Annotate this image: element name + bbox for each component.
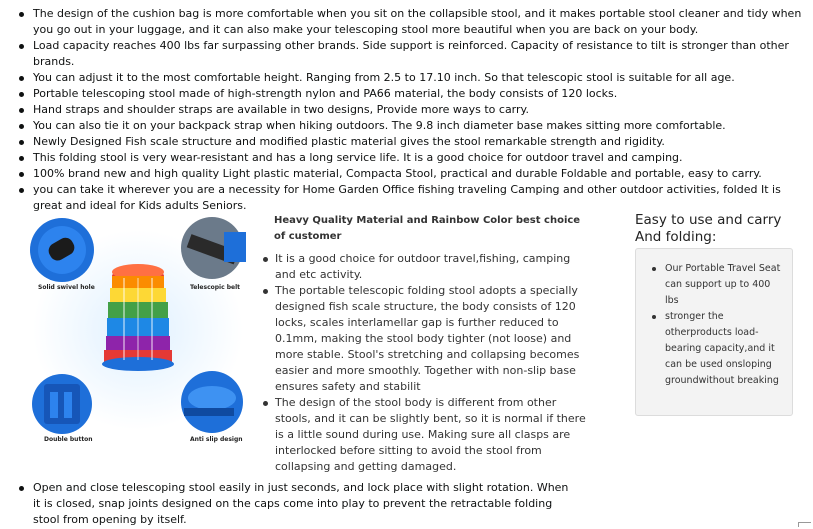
feature-bullet: The design of the cushion bag is more comfortable when you sit on the collapsible stool, and it makes portable stool cleaner and tidy when you go out in your luggage, and it can also make your telescoping stool more beautiful when you are back on your body. bbox=[18, 6, 808, 38]
material-section bbox=[260, 213, 588, 475]
label-solid-swivel-hole: Solid swivel hole bbox=[38, 284, 95, 291]
feature-bullet: Load capacity reaches 400 lbs far surpassing other brands. Side support is reinforced. Capacity of resistance to tilt is stronger than other brands. bbox=[18, 38, 808, 70]
swivel-hole-detail bbox=[30, 218, 94, 282]
rainbow-stool bbox=[102, 264, 174, 371]
material-bullet-list bbox=[260, 251, 588, 475]
feature-bullet: This folding stool is very wear-resistant and has a long service life. It is a good choice for outdoor travel and camping. bbox=[18, 150, 808, 166]
material-bullet: It is a good choice for outdoor travel,fishing, camping and etc activity. bbox=[260, 251, 588, 283]
feature-bullet: You can adjust it to the most comfortable height. Ranging from 2.5 to 17.10 inch. So that telescopic stool is suitable for all age. bbox=[18, 70, 808, 86]
product-image[interactable] bbox=[28, 212, 248, 448]
feature-bullet: 100% brand new and high quality Light plastic material, Compacta Stool, practical and durable Foldable and portable, easy to carry. bbox=[18, 166, 808, 182]
stool-illustration bbox=[28, 212, 248, 448]
feature-bullet: Hand straps and shoulder straps are available in two designs, Provide more ways to carry. bbox=[18, 102, 808, 118]
material-bullet: The design of the stool body is different from other stools, and it can be slightly bent, so it is normal if there is a little sound during use. Making sure all clasps are interlocked before sitting to avoid the stool from collapsing and getting damaged. bbox=[260, 395, 588, 475]
feature-bullet: Newly Designed Fish scale structure and modified plastic material gives the stool remarkable strength and rigidity. bbox=[18, 134, 808, 150]
carry-section-title: Easy to use and carry And folding: bbox=[635, 212, 782, 245]
feature-bullet: You can also tie it on your backpack strap when hiking outdoors. The 9.8 inch diameter base makes sitting more comfortable. bbox=[18, 118, 808, 134]
telescopic-belt-detail bbox=[181, 217, 246, 279]
feature-bullet-list bbox=[18, 6, 808, 214]
carry-bullet-list bbox=[648, 261, 784, 389]
closing-bullet: Open and close telescoping stool easily in just seconds, and lock place with slight rotation. When it is closed, snap joints designed on the caps come into play to prevent the retractable folding stool from opening by itself. bbox=[18, 480, 578, 528]
material-bullet: The portable telescopic folding stool adopts a specially designed fish scale structure, the body consists of 120 locks, scales interlamellar gap is further reduced to 0.1mm, making the stool body tighter (not loose) and more stable. Stool's stretching and collapsing becomes easier and more smoothly. Together with non-slip base ensures safety and stabilit bbox=[260, 283, 588, 395]
carry-bullet: Our Portable Travel Seat can support up to 400 lbs bbox=[648, 261, 784, 309]
corner-marker bbox=[798, 522, 811, 527]
carry-bullet: stronger the otherproducts load-bearing capacity,and it can be used onsloping groundwithout breaking bbox=[648, 309, 784, 389]
feature-bullet: Portable telescoping stool made of high-strength nylon and PA66 material, the body consists of 120 locks. bbox=[18, 86, 808, 102]
feature-bullet: you can take it wherever you are a necessity for Home Garden Office fishing traveling Camping and other outdoor activities, folded It is great and ideal for Kids adults Seniors. bbox=[18, 182, 808, 214]
closing-bullet-list bbox=[18, 480, 578, 528]
anti-slip-detail bbox=[181, 371, 243, 433]
carry-info-box bbox=[635, 248, 793, 416]
double-button-detail bbox=[32, 374, 92, 434]
label-anti-slip-design: Anti slip design bbox=[190, 436, 243, 443]
label-double-button: Double button bbox=[44, 436, 93, 443]
label-telescopic-belt: Telescopic belt bbox=[190, 284, 241, 291]
section-heading: Heavy Quality Material and Rainbow Color best choice of customer bbox=[274, 215, 581, 242]
